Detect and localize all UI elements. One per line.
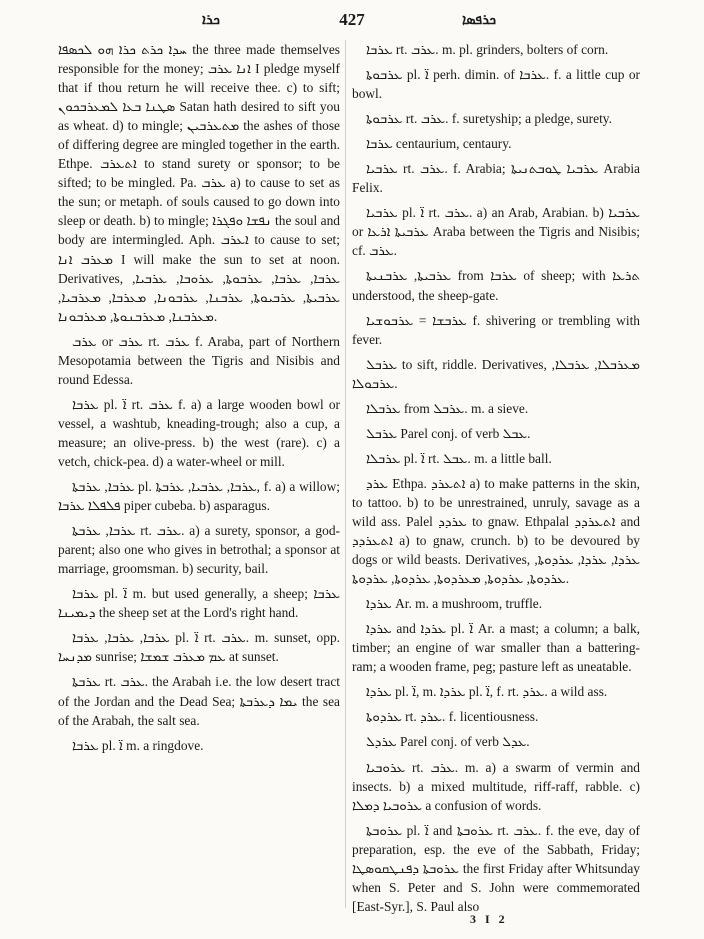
- dictionary-entry: ܥܪܒܠܐ pl. ܐ̈ rt. ܥܒܠ. m. a little ball.: [366, 450, 552, 466]
- dictionary-entry: ܥܪܕܘܬܐ rt. ܥܪܕ. f. licentiousness.: [366, 709, 539, 725]
- dictionary-entry: ܥܪܒܠ to sift, riddle. Derivatives, ܡܥܪܒܠܐ, ܥܪܒܠܐ, ܥܪܒܘܠܐ.: [352, 356, 640, 391]
- dictionary-entry: ܥܪܕܠ Parel conj. of verb ܥܕܠ.: [366, 734, 530, 750]
- page-number: 427: [339, 10, 365, 29]
- dictionary-entry: ܥܪܘܒܝܐ rt. ܥܪܒ. m. a) a swarm of vermin and insects. b) a mixed multitude, riff-raff, rabble. c) ܥܪܘܒܝܐ ܕܡܠܐ a confusion of words.: [352, 759, 640, 813]
- dictionary-entry: ܥܪܒܐ, ܥܪܒܬܐ pl. ܥܪܒܐ, ܥܪܒܝܐ, ܥܪܒܬܐ, f. a) a willow; ܦܠܦܠܐ ܥܪܒܐ piper cubeba. b) asparagus.: [58, 479, 341, 514]
- dictionary-entry: ܥܪܒܐ, ܥܪܒܬܐ rt. ܥܪܒ. a) a surety, sponsor, a god-parent; also one who gives in betrothal; a sponsor at marriage, groomsman. b) security, bail.: [58, 523, 340, 577]
- header-left-headword: ܟܪܐ: [202, 12, 220, 28]
- dictionary-entry: ܥܪܒܘܬܐ rt. ܥܪܒ. f. suretyship; a pledge, surety.: [366, 111, 612, 127]
- dictionary-entry: ܥܪܒܠܐ from ܥܪܒܠ. m. a sieve.: [366, 400, 529, 416]
- right-column: [352, 40, 640, 922]
- dictionary-entry: ܥܪܒܝܬܐ, ܥܪܒܢܝܬܐ from ܥܪܒܐ of sheep; with ܬܪܥܐ understood, the sheep-gate.: [352, 268, 640, 303]
- dictionary-entry: ܥܪܒܐ pl. ܐ̈ rt. ܥܪܒ f. a) a large wooden bowl or vessel, a washtub, kneading-trough; also a cup, a measure; an olive-press. b) the west (rare). c) a vetch, chick-pea. d) a water-wheel or mill.: [58, 396, 340, 469]
- dictionary-entry: ܥܪܒܝܐ pl. ܐ̈ rt. ܥܪܒ. a) an Arab, Arabian. b) ܥܪܒܝܐ or ܥܪܒܝܬܐ ܐܪܥܐ Araba between the Tigris and Nisibis; cf. ܥܪܒ.: [352, 205, 640, 259]
- dictionary-entry: ܥܪܒܐ pl. ܐ̈ m. a ringdove.: [72, 737, 204, 753]
- page-header: [0, 8, 704, 34]
- dictionary-entry: ܥܪܕܐ Ar. m. a mushroom, truffle.: [366, 596, 543, 612]
- dictionary-entry: ܥܪܕܐ pl. ܐ̈, m. ܥܪܕܐ pl. ܐ̈, f. rt. ܥܪܕ. a wild ass.: [366, 684, 608, 700]
- column-divider: [345, 40, 346, 908]
- dictionary-entry: ܥܪܒܐ pl. ܐ̈ m. but used generally, a sheep; ܥܪܒܐ ܕܝܡܝܢܐ the sheep set at the Lord's right hand.: [58, 586, 340, 621]
- dictionary-entry: ܚܕܐ ܟܪܬ ܟܪܐ ܗܘ ܠܟܣܦܐ the three made themselves responsible for the money; ܐܢܐ ܥܪܒ I pledge myself that if thou return he will receive thee. c) to sift; ܣܛܢܐ ܒܥܐ ܠܡܥܪܒܟܘܢ Satan hath desired to sift you as wheat. d) to mingle; ܡܬܥܪܒܝܢ the ashes of those of differing degree are mingled together in the earth. Ethpe. ܐܬܥܪܒ to stand surety or sponsor; to be sifted; to be mingled. Pa. ܥܪܒ a) to cause to set as the sun; or metaph. of souls caused to go down into sleep or death. b) to mingle; ܢܦܫܐ ܘܦܓܪܐ the soul and body are intermingled. Aph. ܐܥܪܒ to cause to set; ܡܥܪܒ ܐܢܐ I will make the sun to set at noon. Derivatives, ܥܪܒܐ, ܥܪܒܐ, ܥܪܒܘܬܐ, ܥܪܘܒܐ, ܥܪܒܝܐ, ܥܪܒܝܬܐ, ܥܪܒܝܘܬܐ, ܥܪܒܢܐ, ܥܪܒܘܢܐ, ܡܥܪܒܐ, ܡܥܪܒܝܐ, ܡܥܪܒܢܐ, ܡܥܪܒܢܘܬܐ, ܡܥܪܒܘܢܐ.: [58, 42, 341, 324]
- dictionary-entry: ܥܪܒܐ centaurium, centaury.: [366, 136, 512, 152]
- dictionary-entry: ܥܪܒ or ܥܪܒ rt. ܥܪܒ f. Araba, part of Northern Mesopotamia between the Tigris and Nisibis and round Edessa.: [58, 333, 340, 387]
- header-right-headword: ܟܪܦܣܐ: [462, 12, 497, 28]
- signature-mark: 3 I 2: [470, 912, 508, 926]
- dictionary-entry: ܥܪܒܬܐ rt. ܥܪܒ. the Arabah i.e. the low desert tract of the Jordan and the Dead Sea; ܝܡܐ ܕܥܪܒܬܐ the sea of the Arabah, the salt sea.: [58, 674, 340, 728]
- dictionary-entry: ܥܪܒܐ, ܥܪܒܐ, ܥܪܒܐ pl. ܐ̈ rt. ܥܪܒ. m. sunset, opp. ܡܕܢܚܐ sunrise; ܥܡ ܡܥܪܒ ܫܡܫܐ at sunset.: [58, 630, 340, 665]
- dictionary-entry: ܥܪܒܠ Parel conj. of verb ܥܒܠ.: [366, 425, 531, 441]
- dictionary-entry: ܥܪܒܫܐ = ܥܪܒܘܫܝܐ f. shivering or trembling with fever.: [352, 312, 640, 347]
- dictionary-entry: ܥܪܕ Ethpa. ܐܬܥܪܕ a) to make patterns in the skin, to tattoo. b) to be unrestrained, unruly, savage as a wild ass. Palel ܥܪܕܕ to gnaw. Ethpalal ܐܬܥܪܕܕ and ܐܬܥܪܕܕ a) to gnaw, crunch. b) to be devoured by dogs or wild beasts. Derivatives, ܥܪܕܐ, ܥܪܕܐ, ܥܪܕܘܬܐ, ܥܪܕܘܬܐ, ܥܪܕܘܬܐ, ܡܥܪܕܘܬܐ, ܥܪܕܘܬܐ, ܥܪܕܘܬܐ.: [352, 475, 641, 587]
- dictionary-entry: ܥܪܕܐ and ܥܪܕܐ pl. ܐ̈ Ar. a mast; a column; a balk, timber; an engine of war smaller than a battering-ram; a wooden frame, peg; pasture left as uneatable.: [352, 621, 640, 675]
- dictionary-entry: ܥܪܒܝܐ rt. ܥܪܒ. f. Arabia; ܥܪܒܝܐ ܛܘܒܬܢܝܬܐ Arabia Felix.: [352, 161, 640, 196]
- dictionary-entry: ܥܪܒܘܬܐ pl. ܐ̈ perh. dimin. of ܥܪܒܐ. f. a little cup or bowl.: [352, 67, 641, 102]
- dictionary-entry: ܥܪܒܐ rt. ܥܪܒ. m. pl. grinders, bolters of corn.: [366, 42, 609, 57]
- dictionary-entry: ܥܪܘܒܬܐ pl. ܐ̈ and ܥܪܘܒܬܐ rt. ܥܪܒ. f. the eve, day of preparation, esp. the eve of the Sabbath, Friday; ܥܪܘܒܬܐ ܕܦܢܛܩܘܣܛܐ the first Friday after Whitsunday when S. Peter and S. John were commemorated [East-Syr.], S. Paul also: [352, 822, 641, 914]
- left-column: [58, 40, 340, 761]
